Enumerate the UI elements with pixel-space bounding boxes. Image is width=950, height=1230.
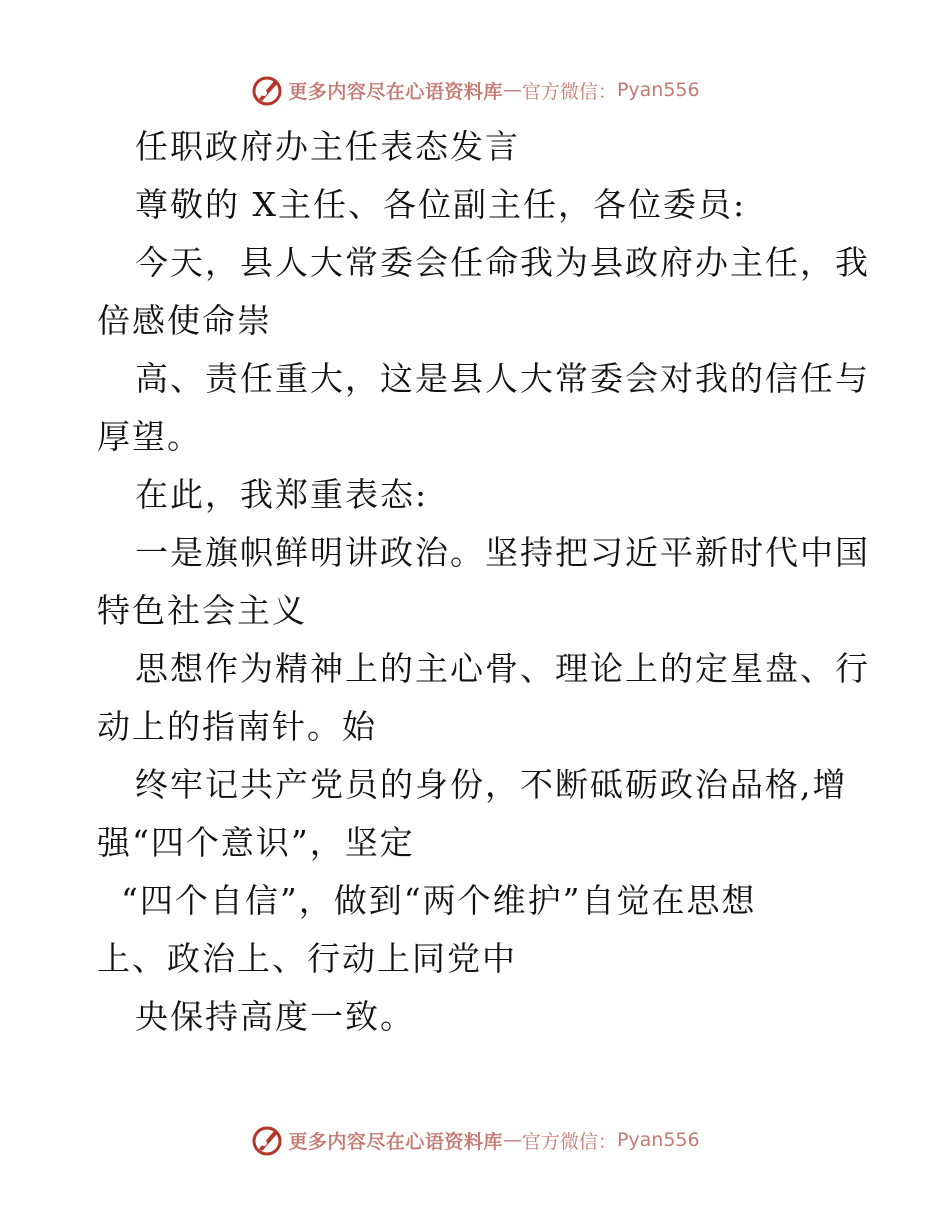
paragraph-line: 上、政治上、行动上同党中 [97,939,517,978]
watermark-official-label: 官方微信： [521,1130,617,1153]
paragraph-line: 动上的指南针。始 [97,707,377,746]
document-body [97,118,870,1046]
paragraph-line: 一是旗帜鲜明讲政治。坚持把习近平新时代中国 [135,533,870,572]
watermark-handle: Pyan556 [616,1129,700,1151]
watermark-dash: — [502,79,522,101]
watermark-main-text: 更多内容尽在心语资料库 [288,80,503,103]
paragraph-line: 倍感使命崇 [97,301,272,340]
watermark-banner-top [0,70,950,110]
watermark-handle: Pyan556 [616,79,700,101]
paragraph-line: 高、责任重大，这是县人大常委会对我的信任与 [135,359,870,398]
document-title: 任职政府办主任表态发言 [135,127,520,166]
paragraph-line: 在此，我郑重表态: [135,475,429,514]
watermark-banner-bottom [0,1120,950,1160]
paragraph-line: 特色社会主义 [97,591,307,630]
quill-pen-logo-icon [250,73,284,107]
paragraph-line: 央保持高度一致。 [135,997,415,1036]
paragraph-line: 终牢记共产党员的身份，不断砥砺政治品格,增 [135,765,848,804]
paragraph-line: 强“四个意识”，坚定 [97,823,415,862]
watermark-main-text: 更多内容尽在心语资料库 [288,1130,503,1153]
salutation: 尊敬的 X主任、各位副主任，各位委员: [135,185,747,224]
paragraph-line: 思想作为精神上的主心骨、理论上的定星盘、行 [135,649,870,688]
quill-pen-logo-icon [250,1123,284,1157]
paragraph-line: “四个自信”，做到“两个维护”自觉在思想 [121,881,757,920]
paragraph-line: 今天，县人大常委会任命我为县政府办主任，我 [135,243,870,282]
watermark-dash: — [502,1129,522,1151]
watermark-official-label: 官方微信： [521,80,617,103]
paragraph-line: 厚望。 [97,417,202,456]
